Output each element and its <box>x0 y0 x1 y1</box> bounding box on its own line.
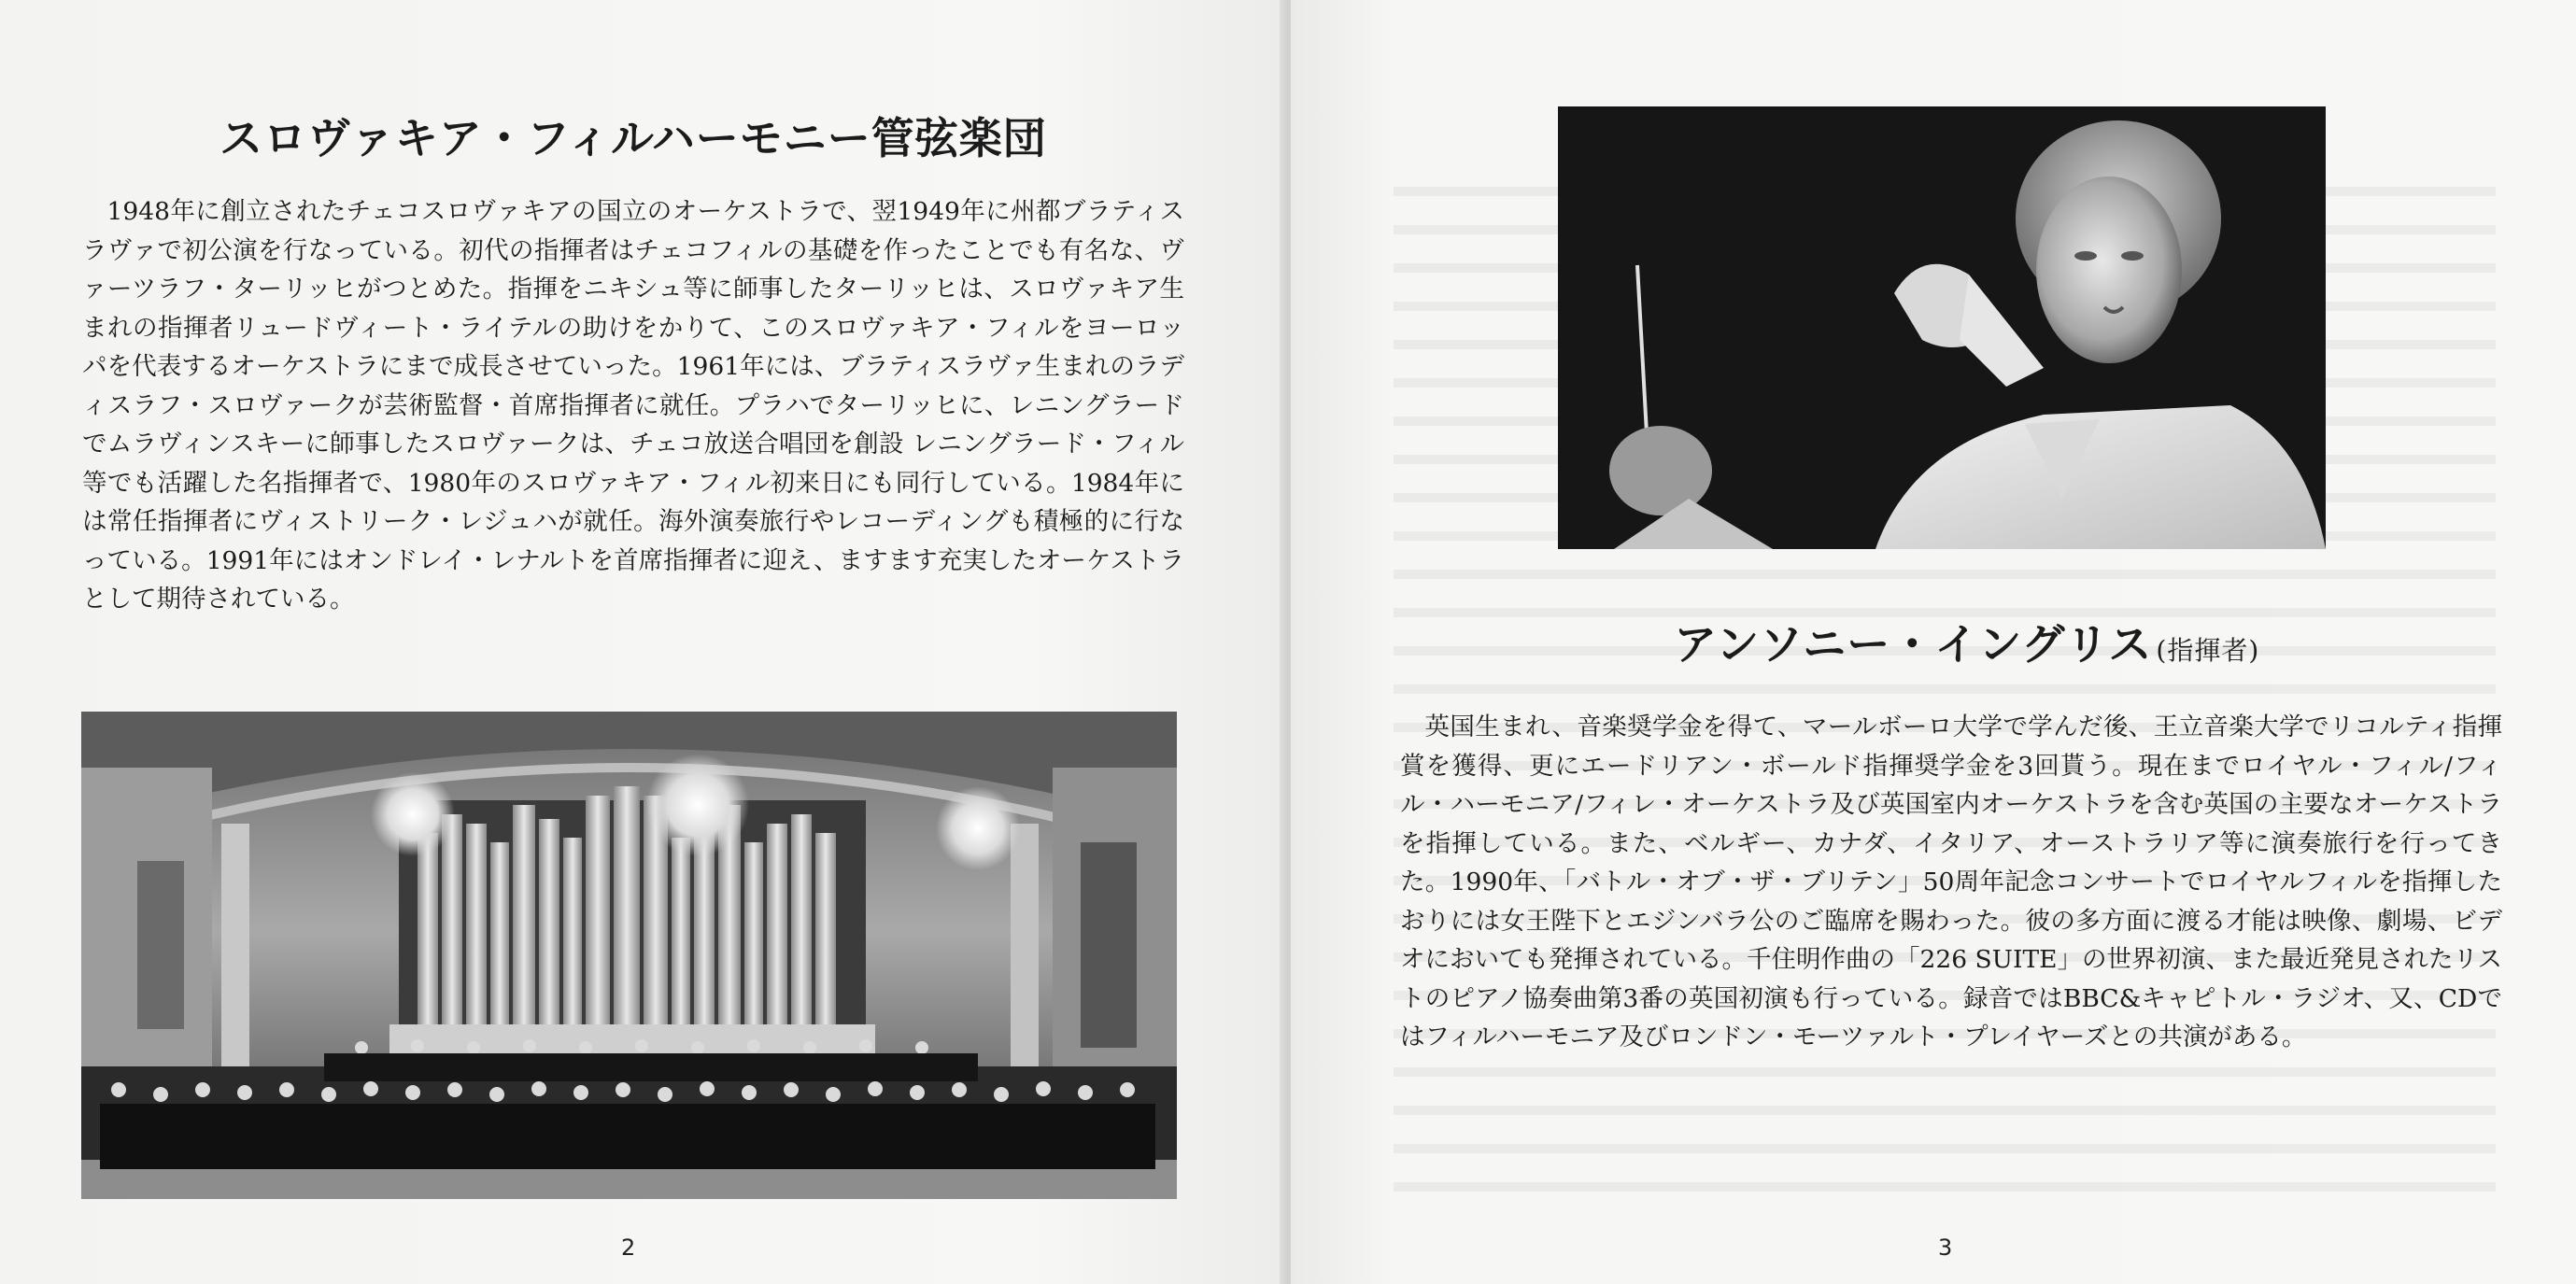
left-page <box>0 0 1285 1284</box>
conductor-name: アンソニー・イングリス <box>1674 619 2153 670</box>
orchestra-biography: 1948年に創立されたチェコスロヴァキアの国立のオーケストラで、翌1949年に州都ブラティスラヴァで初公演を行なっている。初代の指揮者はチェコフィルの基礎を作ったことでも有名な、ヴァーツラフ・ターリッヒがつとめた。指揮をニキシュ等に師事したターリッヒは、スロヴァキア生まれの指揮者リュードヴィート・ライテルの助けをかりて、このスロヴァキア・フィルをヨーロッパを代表するオーケストラにまで成長させていった。1961年には、ブラティスラヴァ生まれのラディスラフ・スロヴァークが芸術監督・首席指揮者に就任。プラハでターリッヒに、レニングラードでムラヴィンスキーに師事したスロヴァークは、チェコ放送合唱団を創設 レニングラード・フィル等でも活躍した名指揮者で、1980年のスロヴァキア・フィル初来日にも同行している。1984年には常任指揮者にヴィストリーク・レジュハが就任。海外演奏旅行やレコーディングも積極的に行なっている。1991年にはオンドレイ・レナルトを首席指揮者に迎え、ますます充実したオーケストラとして期待されている。 <box>82 197 1184 614</box>
conductor-heading <box>1674 611 2259 672</box>
conductor-biography: 英国生まれ、音楽奨学金を得て、マールボーロ大学で学んだ後、王立音楽大学でリコルティ指揮賞を獲得、更にエードリアン・ボールド指揮奨学金を3回貰う。現在までロイヤル・フィル/フィル・ハーモニア/フィレ・オーケストラ及び英国室内オーケストラを含む英国の主要なオーケストラを指揮している。また、ベルギー、カナダ、イタリア、オーストラリア等に演奏旅行を行ってきた。1990年、「バトル・オブ・ザ・ブリテン」50周年記念コンサートでロイヤルフィルを指揮したおりには女王陛下とエジンバラ公のご臨席を賜わった。彼の多方面に渡る才能は映像、劇場、ビデオにおいても発揮されている。千住明作曲の「226 SUITE」の世界初演、また最近発見されたリストのピアノ協奏曲第3番の英国初演も行っている。録音ではBBC&キャピトル・ラジオ、又、CDではフィルハーモニア及びロンドン・モーツァルト・プレイヤーズとの共演がある。 <box>1400 713 2502 1051</box>
orchestra-heading: スロヴァキア・フィルハーモニー管弦楽団 <box>219 113 1047 163</box>
right-page <box>1291 0 2576 1284</box>
orchestra-concert-hall-photo <box>81 712 1177 1199</box>
page-number-left: 2 <box>621 1235 636 1261</box>
conductor-role: (指揮者) <box>2156 635 2260 666</box>
page-number-right: 3 <box>1938 1235 1953 1261</box>
conductor-portrait-photo <box>1558 106 2326 549</box>
